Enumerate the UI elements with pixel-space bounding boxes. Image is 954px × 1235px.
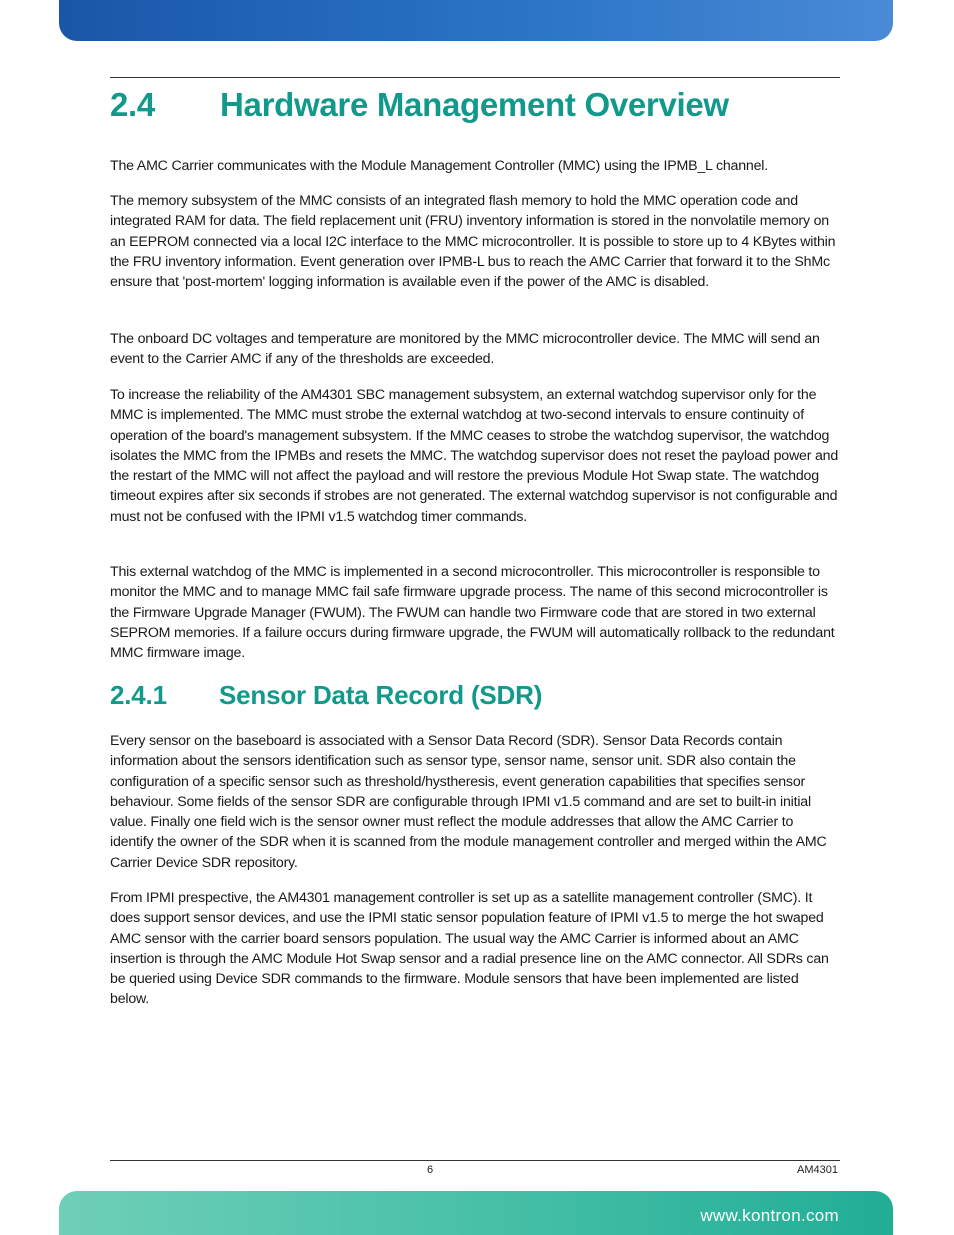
page-number: 6 [426, 1164, 434, 1176]
subsection-title: Sensor Data Record (SDR) [219, 680, 543, 710]
section-title: Hardware Management Overview [220, 86, 729, 123]
paragraph-sdr: Every sensor on the baseboard is associated with a Sensor Data Record (SDR). Sensor Data Records contain information about the sensors identification such as sensor type, sensor name, sensor unit. SDR also contain the configuration of a specific sensor such as threshold/hystheresis, event generation capabilities that specifies sensor behaviour. Some fields of the sensor SDR are configurable through IPMI v1.5 command and are set to built-in initial value. Finally one field wich is the sensor owner must reflect the module addresses that allow the AMC Carrier to identify the owner of the SDR when it is scanned from the module management controller and merged within the AMC Carrier Device SDR repository. [110, 733, 827, 871]
document-id: AM4301 [797, 1164, 838, 1176]
paragraph-monitoring: The onboard DC voltages and temperature are monitored by the MMC microcontroller device. The MMC will send an event to the Carrier AMC if any of the thresholds are exceeded. [110, 331, 820, 368]
section-number: 2.4 [110, 86, 155, 123]
section-heading [110, 86, 729, 124]
subsection-heading [110, 680, 542, 711]
paragraph-memory: The memory subsystem of the MMC consists of an integrated flash memory to hold the MMC operation code and integrated RAM for data. The field replacement unit (FRU) inventory information is stored in the nonvolatile memory on an EEPROM connected via a local I2C interface to the MMC microcontroller. It is possible to store up to 4 KBytes within the FRU inventory information. Event generation over IPMB-L bus to reach the AMC Carrier that forward it to the ShMc ensure that 'post-mortem' logging information is available even if the power of the AMC is disabled. [110, 193, 836, 291]
paragraph-fwum: This external watchdog of the MMC is implemented in a second microcontroller. This microcontroller is responsible to monitor the MMC and to manage MMC fail safe firmware upgrade process. The name of this second microcontroller is the Firmware Upgrade Manager (FWUM). The FWUM can handle two Firmware code that are stored in two external SEPROM memories. If a failure occurs during firmware upgrade, the FWUM will automatically rollback to the redundant MMC firmware image. [110, 564, 835, 662]
subsection-number: 2.4.1 [110, 680, 167, 710]
header-divider [110, 77, 840, 78]
paragraph-watchdog: To increase the reliability of the AM4301 SBC management subsystem, an external watchdog supervisor only for the MMC is implemented. The MMC must strobe the external watchdog at two-second intervals to ensure continuity of operation of the board's management subsystem. If the MMC ceases to strobe the watchdog supervisor, the watchdog isolates the MMC from the IPMBs and resets the MMC. The watchdog supervisor does not reset the payload power and the restart of the MMC will not affect the payload and will restore the previous Module Hot Swap state. The watchdog timeout expires after six seconds if strobes are not generated. The external watchdog supervisor is not configurable and must not be confused with the IPMI v1.5 watchdog timer commands. [110, 387, 839, 525]
footer-divider [110, 1160, 840, 1161]
bottom-banner [59, 1191, 893, 1235]
top-banner [59, 0, 893, 41]
website-link[interactable]: www.kontron.com [700, 1206, 839, 1225]
paragraph-ipmi: From IPMI prespective, the AM4301 management controller is set up as a satellite management controller (SMC). It does support sensor devices, and use the IPMI static sensor population feature of IPMI v1.5 to merge the hot swaped AMC sensor with the carrier board sensors population. The usual way the AMC Carrier is informed about an AMC insertion is through the AMC Module Hot Swap sensor and a radial presence line on the AMC connector. All SDRs can be queried using Device SDR commands to the firmware. Module sensors that have been implemented are listed below. [110, 890, 829, 1008]
paragraph-intro: The AMC Carrier communicates with the Module Management Controller (MMC) using the IPMB_L channel. [110, 158, 768, 174]
